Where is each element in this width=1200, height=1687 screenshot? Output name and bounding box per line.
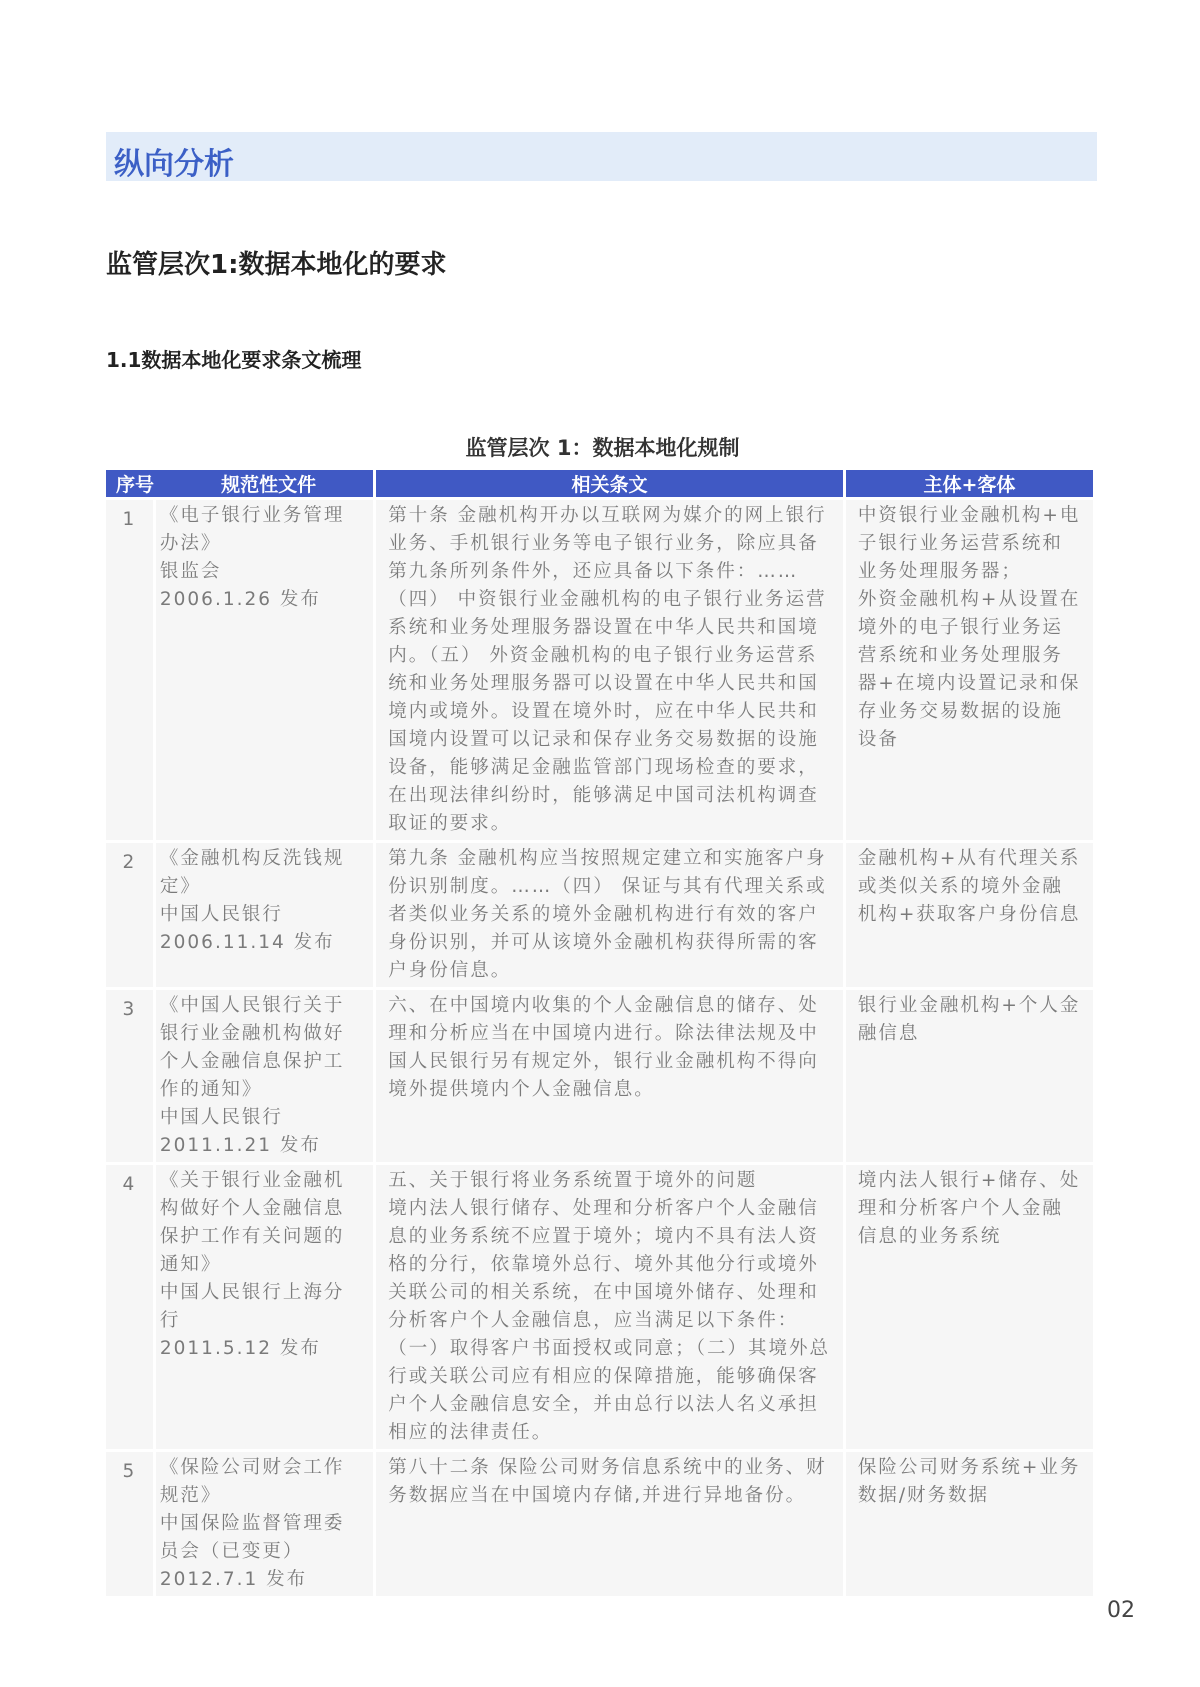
clause-text: 第十条 金融机构开办以互联网为媒介的网上银行业务、手机银行业务等电子银行业务，除应具备第九条所列条件外，还应具备以下条件：……（四） 中资银行业金融机构的电子银行业务运营系统和业务处理服务器设置在中华人民共和国境内。（五） 外资金融机构的电子银行业务运营系统和业务处理服务器可以设置在中华人民共和国境内或境外。设置在境外时，应在中华人民共和国境内设置可以记录和保存业务交易数据的设施设备，能够满足金融监管部门现场检查的要求，在出现法律纠纷时，能够满足中国司法机构调查取证的要求。 [388, 505, 827, 834]
issue-date: 2011.5.12 发布 [159, 1338, 321, 1359]
table-header-row [106, 470, 1093, 497]
clause-text: 第九条 金融机构应当按照规定建立和实施客户身份识别制度。……（四） 保证与其有代理关系或者类似业务关系的境外金融机构进行有效的客户身份识别，并可从该境外金融机构获得所需的客户身份信息。 [388, 848, 827, 981]
heading: 监管层次1:数据本地化的要求 [106, 250, 447, 280]
clause-text: 第八十二条 保险公司财务信息系统中的业务、财务数据应当在中国境内存储,并进行异地备份。 [388, 1457, 827, 1506]
subject-object-cell [846, 1165, 1093, 1449]
row-number: 2 [106, 843, 153, 987]
document-title: 《关于银行业金融机构做好个人金融信息保护工作有关问题的通知》 [159, 1170, 345, 1275]
table-caption: 监管层次 1：数据本地化规制 [465, 436, 740, 460]
issuing-authority: 中国保险监督管理委员会（已变更） [159, 1513, 345, 1562]
issue-date: 2006.11.14 发布 [159, 932, 335, 953]
document-title: 《保险公司财会工作规范》 [159, 1457, 345, 1506]
subject-line: 境内法人银行+储存、处理和分析客户个人金融信息的业务系统 [857, 1170, 1081, 1247]
page-number: 02 [1107, 1598, 1135, 1623]
section-title: 纵向分析 [114, 147, 234, 182]
table-row [106, 843, 1093, 987]
subject-object-cell [846, 843, 1093, 987]
clause-cell [376, 1165, 843, 1449]
subject-line: 保险公司财务系统+业务数据/财务数据 [857, 1457, 1081, 1506]
subject-object-cell [846, 990, 1093, 1162]
table-row [106, 1165, 1093, 1449]
issue-date: 2006.1.26 发布 [159, 589, 321, 610]
clause-cell [376, 990, 843, 1162]
row-number: 3 [106, 990, 153, 1162]
row-number: 1 [106, 500, 153, 840]
document-title: 《中国人民银行关于银行业金融机构做好个人金融信息保护工作的通知》 [159, 995, 345, 1100]
table-row [106, 1452, 1093, 1596]
clause-line: 五、关于银行将业务系统置于境外的问题 [388, 1170, 758, 1191]
document-cell [156, 500, 373, 840]
header-subject: 主体+客体 [846, 470, 1093, 497]
subject-object-cell [846, 1452, 1093, 1596]
clause-line: 境内法人银行储存、处理和分析客户个人金融信息的业务系统不应置于境外；境内不具有法人资格的分行，依靠境外总行、境外其他分行或境外关联公司的相关系统，在中国境外储存、处理和分析客户个人金融信息，应当满足以下条件：（一）取得客户书面授权或同意；（二）其境外总行或关联公司应有相应的保障措施，能够确保客户个人金融信息安全，并由总行以法人名义承担相应的法律责任。 [388, 1198, 830, 1443]
subject-line: 中资银行业金融机构+电子银行业务运营系统和业务处理服务器； [857, 505, 1081, 582]
subject-line: 金融机构+从有代理关系或类似关系的境外金融机构+获取客户身份信息 [857, 848, 1081, 925]
table-row [106, 990, 1093, 1162]
subject-object-cell [846, 500, 1093, 840]
header-text: 相关条文 [376, 470, 843, 497]
document-cell [156, 1165, 373, 1449]
document-cell [156, 1452, 373, 1596]
document-cell [156, 990, 373, 1162]
issuing-authority: 中国人民银行 [159, 904, 283, 925]
header-seq: 序号 [115, 474, 154, 496]
table-row [106, 500, 1093, 840]
issuing-authority: 中国人民银行上海分行 [159, 1282, 345, 1331]
issuing-authority: 中国人民银行 [159, 1107, 283, 1128]
clause-text: 六、在中国境内收集的个人金融信息的储存、处理和分析应当在中国境内进行。除法律法规及中国人民银行另有规定外，银行业金融机构不得向境外提供境内个人金融信息。 [388, 995, 819, 1100]
document-title: 《电子银行业务管理办法》 [159, 505, 345, 554]
row-number: 5 [106, 1452, 153, 1596]
subject-line: 外资金融机构+从设置在境外的电子银行业务运营系统和业务处理服务器+在境内设置记录和保存业务交易数据的设施设备 [857, 589, 1081, 750]
subject-line: 银行业金融机构+个人金融信息 [857, 995, 1081, 1044]
issue-date: 2011.1.21 发布 [159, 1135, 321, 1156]
clause-cell [376, 843, 843, 987]
row-number: 4 [106, 1165, 153, 1449]
clause-cell [376, 1452, 843, 1596]
header-seq-doc [106, 470, 373, 497]
issuing-authority: 银监会 [159, 561, 222, 582]
clause-cell [376, 500, 843, 840]
document-cell [156, 843, 373, 987]
document-title: 《金融机构反洗钱规定》 [159, 848, 345, 897]
header-doc: 规范性文件 [221, 474, 317, 496]
section-title-band [106, 132, 1097, 181]
regulation-table [103, 467, 1096, 1599]
issue-date: 2012.7.1 发布 [159, 1569, 308, 1590]
subheading: 1.1数据本地化要求条文梳理 [106, 348, 362, 372]
